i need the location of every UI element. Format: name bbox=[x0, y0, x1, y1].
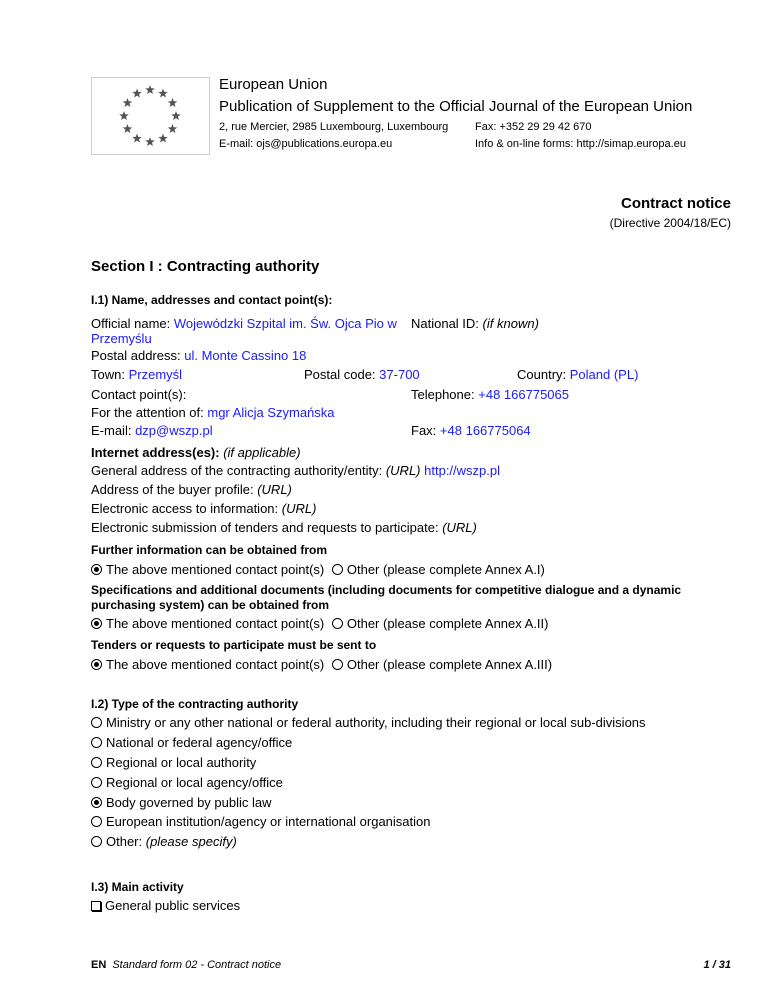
eu-star-icon bbox=[168, 124, 178, 133]
national-id-label: National ID: bbox=[411, 316, 479, 331]
town-label: Town: bbox=[91, 367, 125, 382]
official-name-label: Official name: bbox=[91, 316, 171, 331]
further-radio-contact[interactable] bbox=[91, 564, 102, 575]
footer-lang: EN bbox=[91, 959, 107, 971]
internet-label: Internet address(es): bbox=[91, 445, 220, 460]
i2-radio-public-law[interactable] bbox=[91, 797, 102, 808]
i2-option-regional-authority bbox=[91, 755, 256, 770]
postal-code-label: Postal code: bbox=[304, 367, 376, 382]
postal-code-value: 37-700 bbox=[379, 367, 420, 382]
i2-option-label: Other: bbox=[106, 834, 143, 849]
town-row bbox=[91, 367, 182, 382]
footer-form-label: Standard form 02 - Contract notice bbox=[112, 959, 282, 971]
spec-radio-contact[interactable] bbox=[91, 618, 102, 629]
header-publication: Publication of Supplement to the Official Journal of the European Union bbox=[219, 98, 693, 115]
internet-hint: (if applicable) bbox=[223, 445, 301, 460]
i2-option-label: Ministry or any other national or federal authority, including their regional or local sub-divisions bbox=[106, 715, 646, 730]
buyer-profile-label: Address of the buyer profile: bbox=[91, 482, 254, 497]
i3-checkbox-general[interactable] bbox=[91, 901, 101, 911]
postal-address-label: Postal address: bbox=[91, 348, 181, 363]
official-name-row bbox=[91, 316, 397, 331]
i1-heading: I.1) Name, addresses and contact point(s): bbox=[91, 293, 333, 307]
i2-option-label: Regional or local authority bbox=[106, 755, 257, 770]
internet-row bbox=[91, 445, 301, 460]
official-name-value-2: Przemyślu bbox=[91, 331, 152, 346]
eu-star-icon bbox=[168, 98, 178, 107]
national-id-row bbox=[411, 316, 539, 331]
further-opt1-label: The above mentioned contact point(s) bbox=[106, 562, 325, 577]
eu-star-icon bbox=[132, 134, 142, 143]
i2-option-regional-agency bbox=[91, 775, 283, 790]
fax-value: +48 166775064 bbox=[439, 423, 531, 438]
eu-star-icon bbox=[123, 98, 133, 107]
header-org: European Union bbox=[219, 76, 328, 93]
fax-row bbox=[411, 423, 531, 438]
i2-option-label: Regional or local agency/office bbox=[106, 775, 283, 790]
country-value: Poland (PL) bbox=[569, 367, 639, 382]
country-row bbox=[517, 367, 638, 382]
eu-star-icon bbox=[123, 124, 133, 133]
esubmit-label: Electronic submission of tenders and requests to participate: bbox=[91, 520, 439, 535]
official-name-value: Wojewódzki Szpital im. Św. Ojca Pio w bbox=[173, 316, 397, 331]
fax-label: Fax: bbox=[411, 423, 437, 438]
i3-heading: I.3) Main activity bbox=[91, 880, 184, 894]
i2-radio-national-agency[interactable] bbox=[91, 737, 102, 748]
email-row bbox=[91, 423, 213, 438]
i2-option-label: Body governed by public law bbox=[106, 795, 272, 810]
eaccess-row bbox=[91, 501, 316, 516]
general-address-row bbox=[91, 463, 500, 478]
spec-options bbox=[91, 616, 548, 631]
esubmit-row bbox=[91, 520, 477, 535]
header-fax: Fax: +352 29 29 42 670 bbox=[475, 121, 592, 133]
general-address-hint: (URL) bbox=[385, 463, 421, 478]
eu-star-icon bbox=[158, 134, 168, 143]
i2-option-other bbox=[91, 834, 237, 849]
eu-star-icon bbox=[158, 88, 168, 97]
header-address: 2, rue Mercier, 2985 Luxembourg, Luxembourg bbox=[219, 121, 449, 133]
spec-heading-2: purchasing system) can be obtained from bbox=[91, 598, 330, 612]
eu-star-icon bbox=[145, 85, 155, 94]
telephone-row bbox=[411, 387, 569, 402]
tenders-options bbox=[91, 657, 552, 672]
section-title: Section I : Contracting authority bbox=[91, 258, 320, 275]
i2-option-public-law bbox=[91, 795, 272, 810]
attention-label: For the attention of: bbox=[91, 405, 204, 420]
i2-option-european-institution bbox=[91, 814, 431, 829]
postal-code-row bbox=[304, 367, 420, 382]
i2-option-label: National or federal agency/office bbox=[106, 735, 293, 750]
spec-opt2-label: Other (please complete Annex A.II) bbox=[346, 616, 549, 631]
town-value: Przemyśl bbox=[128, 367, 183, 382]
national-id-hint: (if known) bbox=[482, 316, 539, 331]
tenders-radio-other[interactable] bbox=[332, 659, 343, 670]
esubmit-hint: (URL) bbox=[442, 520, 477, 535]
i2-radio-ministry[interactable] bbox=[91, 717, 102, 728]
i2-option-label: European institution/agency or international organisation bbox=[106, 814, 431, 829]
postal-address-value: ul. Monte Cassino 18 bbox=[184, 348, 307, 363]
buyer-profile-hint: (URL) bbox=[257, 482, 292, 497]
general-address-label: General address of the contracting authority/entity: bbox=[91, 463, 383, 478]
attention-row bbox=[91, 405, 335, 420]
i2-heading: I.2) Type of the contracting authority bbox=[91, 697, 299, 711]
i2-radio-regional-agency[interactable] bbox=[91, 777, 102, 788]
further-heading: Further information can be obtained from bbox=[91, 543, 328, 557]
i3-option-label: General public services bbox=[105, 898, 241, 913]
spec-opt1-label: The above mentioned contact point(s) bbox=[106, 616, 325, 631]
footer-page: 1 / 31 bbox=[703, 959, 731, 971]
eaccess-hint: (URL) bbox=[281, 501, 317, 516]
eu-star-icon bbox=[145, 137, 155, 146]
telephone-value: +48 166775065 bbox=[478, 387, 569, 402]
buyer-profile-row bbox=[91, 482, 292, 497]
further-options bbox=[91, 562, 545, 577]
i2-option-national-agency bbox=[91, 735, 292, 750]
eaccess-label: Electronic access to information: bbox=[91, 501, 279, 516]
tenders-opt2-label: Other (please complete Annex A.III) bbox=[346, 657, 553, 672]
postal-address-row bbox=[91, 348, 306, 363]
i2-radio-regional-authority[interactable] bbox=[91, 757, 102, 768]
notice-title: Contract notice bbox=[620, 195, 731, 212]
tenders-opt1-label: The above mentioned contact point(s) bbox=[106, 657, 325, 672]
footer-form bbox=[91, 959, 281, 971]
i2-radio-other[interactable] bbox=[91, 836, 102, 847]
header-email: E-mail: ojs@publications.europa.eu bbox=[219, 138, 393, 150]
spec-radio-other[interactable] bbox=[332, 618, 343, 629]
tenders-heading: Tenders or requests to participate must be sent to bbox=[91, 638, 377, 652]
email-value: dzp@wszp.pl bbox=[135, 423, 213, 438]
eu-star-icon bbox=[171, 111, 181, 120]
eu-flag-logo bbox=[91, 77, 210, 155]
email-label: E-mail: bbox=[91, 423, 132, 438]
eu-star-icon bbox=[119, 111, 129, 120]
general-address-url[interactable]: http://wszp.pl bbox=[424, 463, 501, 478]
further-opt2-label: Other (please complete Annex A.I) bbox=[346, 562, 545, 577]
header-info: Info & on-line forms: http://simap.europa.eu bbox=[475, 138, 686, 150]
i2-option-ministry bbox=[91, 715, 646, 730]
spec-heading-1: Specifications and additional documents (including documents for competitive dialogue and a dynamic bbox=[91, 583, 682, 597]
eu-star-icon bbox=[132, 88, 142, 97]
contact-label: Contact point(s): bbox=[91, 387, 187, 402]
i2-other-hint: (please specify) bbox=[145, 834, 237, 849]
further-radio-other[interactable] bbox=[332, 564, 343, 575]
attention-value: mgr Alicja Szymańska bbox=[207, 405, 335, 420]
tenders-radio-contact[interactable] bbox=[91, 659, 102, 670]
telephone-label: Telephone: bbox=[411, 387, 475, 402]
notice-directive: (Directive 2004/18/EC) bbox=[609, 216, 731, 230]
i3-option-general bbox=[91, 898, 240, 913]
country-label: Country: bbox=[517, 367, 567, 382]
i2-radio-european-institution[interactable] bbox=[91, 816, 102, 827]
eu-stars-icon bbox=[92, 78, 209, 154]
